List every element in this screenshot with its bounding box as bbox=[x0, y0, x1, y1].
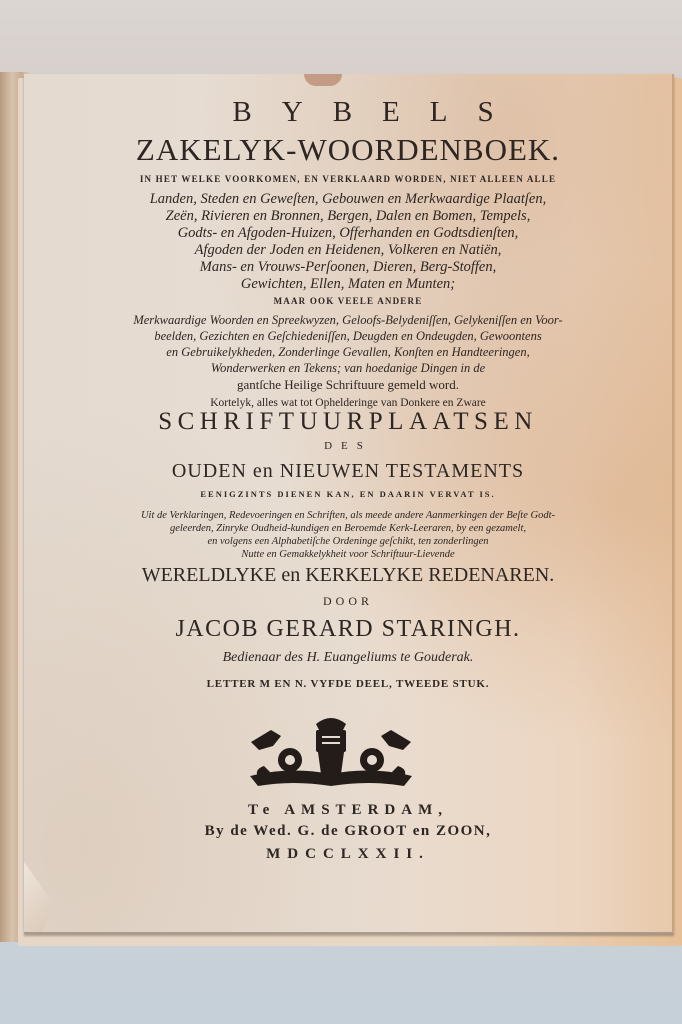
list-2-line-2: beelden, Gezichten en Geſchiedeniſſen, Deugden en Ondeugden, Gewoontens bbox=[154, 329, 542, 343]
list-1-line-3: Godts- en Afgoden-Huizen, Offerhanden en Godtsdienſten, bbox=[177, 225, 519, 241]
volume-line: LETTER M EN N. VYFDE DEEL, TWEEDE STUK. bbox=[206, 678, 490, 690]
imprint-printer: By de Wed. G. de GROOT en ZOON, bbox=[204, 823, 492, 839]
redenaren-line: WERELDLYKE en KERKELYKE REDENAREN. bbox=[141, 564, 555, 586]
list-1-line-2: Zeën, Rivieren en Bronnen, Bergen, Dalen en Bomen, Tempels, bbox=[165, 208, 531, 224]
list-1-line-6: Gewichten, Ellen, Maten en Munten; bbox=[240, 276, 456, 292]
imprint-year: MDCCLXXII. bbox=[266, 846, 430, 862]
list-3-line-1: Uit de Verklaringen, Redevoeringen en Schriften, als meede andere Aanmerkingen der Beſte Godt- bbox=[140, 510, 556, 521]
title-page bbox=[24, 74, 674, 934]
author-role: Bedienaar des H. Euangeliums te Gouderak. bbox=[222, 650, 474, 665]
maar-ook-caps: MAAR OOK VEELE ANDERE bbox=[273, 296, 423, 306]
list-2-line-5: gantſche Heilige Schriftuure gemeld word. bbox=[236, 377, 459, 392]
stain-mark bbox=[304, 74, 342, 86]
title-line-2: ZAKELYK-WOORDENBOEK. bbox=[135, 132, 561, 167]
list-3-line-4: Nutte en Gemakkelykheit voor Schriftuur-Lievende bbox=[241, 549, 455, 560]
kortelyk-line: Kortelyk, alles wat tot Ophelderinge van Donkere en Zware bbox=[210, 397, 486, 409]
imprint-place: Te AMSTERDAM, bbox=[248, 802, 448, 818]
printer-ornament-icon bbox=[246, 710, 416, 798]
list-3-line-3: en volgens een Alphabetiſche Ordeninge geſchikt, ten zonderlingen bbox=[207, 536, 489, 547]
testaments-line: OUDEN en NIEUWEN TESTAMENTS bbox=[171, 460, 525, 482]
intro-caps: IN HET WELKE VOORKOMEN, EN VERKLAARD WORDEN, NIET ALLEEN ALLE bbox=[139, 174, 557, 184]
door-line: DOOR bbox=[322, 594, 373, 608]
list-2-line-3: en Gebruikelykheden, Zonderlinge Gevallen, Konſten en Handteeringen, bbox=[166, 345, 530, 359]
list-1-line-4: Afgoden der Joden en Heidenen, Volkeren en Natiën, bbox=[194, 242, 502, 258]
list-1-line-5: Mans- en Vrouws-Perſoonen, Dieren, Berg-Stoffen, bbox=[199, 259, 497, 275]
folded-corner bbox=[24, 862, 54, 932]
list-3-line-2: geleerden, Zinryke Oudheid-kundigen en Beroemde Kerk-Leeraren, by een gezamelt, bbox=[169, 523, 526, 534]
title-line-1: BYBELS bbox=[232, 96, 524, 128]
list-1-line-1: Landen, Steden en Geweſten, Gebouwen en Merkwaardige Plaatſen, bbox=[149, 191, 547, 207]
schriftuurplaatsen: SCHRIFTUURPLAATSEN bbox=[158, 408, 538, 435]
eenigzints-caps: EENIGZINTS DIENEN KAN, EN DAARIN VERVAT IS. bbox=[200, 489, 496, 499]
des-line: DES bbox=[324, 440, 372, 452]
list-2-line-1: Merkwaardige Woorden en Spreekwyzen, Geloofs-Belydeniſſen, Gelykeniſſen en Voor- bbox=[133, 313, 563, 327]
author-name: JACOB GERARD STARINGH. bbox=[175, 616, 521, 642]
list-2-line-4: Wonderwerken en Tekens; van hoedanige Dingen in de bbox=[210, 361, 486, 375]
